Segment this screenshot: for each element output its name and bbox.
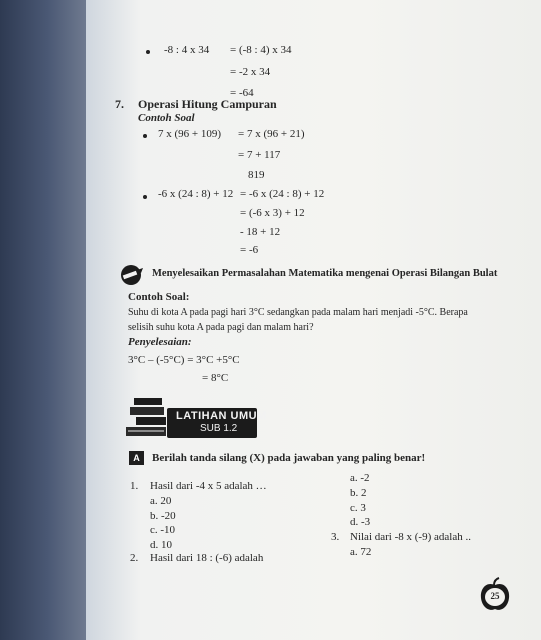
calc-b-step2: = (-6 x 3) + 12 bbox=[240, 207, 305, 219]
q2-number: 2. bbox=[130, 552, 139, 564]
problem-example-label: Contoh Soal: bbox=[128, 291, 190, 303]
q3-text: Nilai dari -8 x (-9) adalah .. bbox=[350, 531, 471, 543]
solution-line-2: = 8°C bbox=[202, 372, 229, 384]
pencil-icon bbox=[119, 264, 145, 286]
section-title: Operasi Hitung Campuran bbox=[138, 97, 277, 111]
example-label: Contoh Soal bbox=[138, 112, 195, 124]
q3-number: 3. bbox=[331, 531, 340, 543]
ex1-right-2: = -2 x 34 bbox=[230, 66, 271, 78]
calc-a-step1: = 7 x (96 + 21) bbox=[238, 128, 305, 140]
ex1-right-3: = -64 bbox=[230, 87, 254, 99]
bullet bbox=[146, 50, 150, 54]
section-badge: A bbox=[129, 451, 144, 465]
problem-heading: Menyelesaikan Permasalahan Matematika mengenai Operasi Bilangan Bulat bbox=[152, 268, 498, 279]
q1-text: Hasil dari -4 x 5 adalah … bbox=[150, 480, 267, 492]
calc-b-left: -6 x (24 : 8) + 12 bbox=[158, 188, 234, 200]
ex1-right-1: = (-8 : 4) x 34 bbox=[230, 44, 292, 56]
calc-a-step2: = 7 + 117 bbox=[238, 149, 281, 161]
q1-option-c: c. -10 bbox=[150, 524, 176, 536]
instruction-text: Berilah tanda silang (X) pada jawaban yang paling benar! bbox=[152, 452, 426, 464]
q2-option-a: a. -2 bbox=[350, 472, 370, 484]
calc-b-step3: - 18 + 12 bbox=[240, 226, 281, 238]
problem-text-2: selisih suhu kota A pada pagi dan malam hari? bbox=[128, 322, 314, 333]
ex1-left: -8 : 4 x 34 bbox=[164, 44, 210, 56]
bullet bbox=[143, 134, 147, 138]
q2-option-c: c. 3 bbox=[350, 502, 366, 514]
problem-text-1: Suhu di kota A pada pagi hari 3°C sedangkan pada malam hari menjadi -5°C. Berapa bbox=[128, 307, 468, 318]
latihan-subtitle: SUB 1.2 bbox=[200, 423, 238, 434]
q2-option-d: d. -3 bbox=[350, 516, 371, 528]
calc-b-step4: = -6 bbox=[240, 244, 259, 256]
q3-option-a: a. 72 bbox=[350, 546, 372, 558]
q2-option-b: b. 2 bbox=[350, 487, 367, 499]
q1-number: 1. bbox=[130, 480, 139, 492]
calc-a-step3: 819 bbox=[248, 169, 265, 181]
calc-b-step1: = -6 x (24 : 8) + 12 bbox=[240, 188, 325, 200]
q2-text: Hasil dari 18 : (-6) adalah bbox=[150, 552, 264, 564]
book-spine bbox=[0, 0, 86, 640]
solution-line-1: 3°C – (-5°C) = 3°C +5°C bbox=[128, 354, 240, 366]
bullet bbox=[143, 195, 147, 199]
q1-option-b: b. -20 bbox=[150, 510, 176, 522]
solution-label: Penyelesaian: bbox=[128, 336, 192, 348]
latihan-title: LATIHAN UMUM bbox=[176, 410, 267, 422]
page-number: 25 bbox=[490, 591, 500, 601]
books-icon bbox=[124, 396, 172, 442]
q1-option-a: a. 20 bbox=[150, 495, 172, 507]
q1-option-d: d. 10 bbox=[150, 539, 172, 551]
section-number: 7. bbox=[115, 97, 124, 111]
calc-a-left: 7 x (96 + 109) bbox=[158, 128, 222, 140]
